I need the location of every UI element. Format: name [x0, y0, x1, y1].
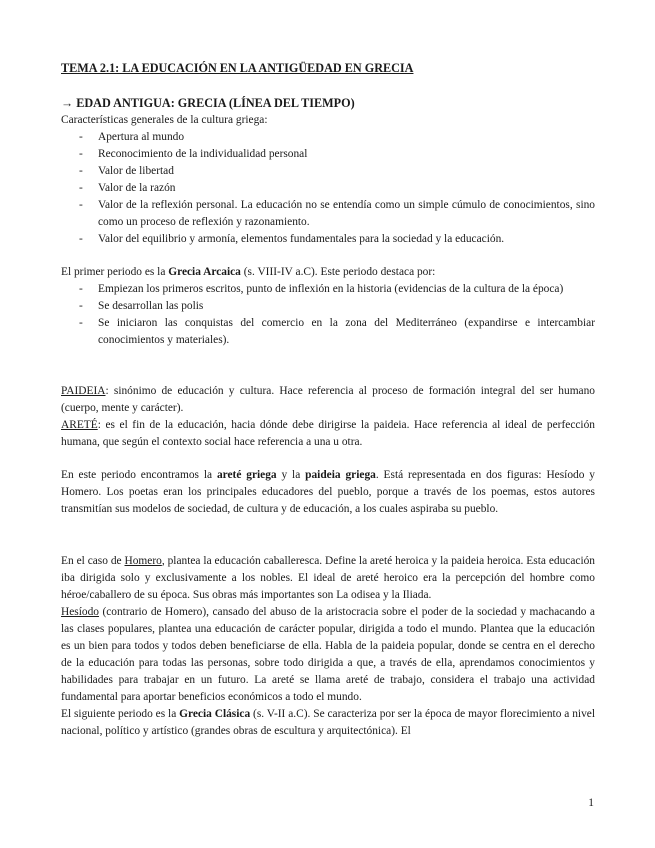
hesiodo-paragraph: Hesíodo (contrario de Homero), cansado del abuso de la aristocracia sobre el poder de la sociedad y machacando a las clases populares, plantea una educación de carácter popular, dirigida a todo el mundo. Plantea que la educación es un bien para todos y todos deben beneficiarse de ella. Habla de la paideia popular, donde se centra en el derecho de la educación para todas las personas, sobre todo dirigida a que, a través de ella, aprendamos conocimientos y habilidades para trabajar en un futuro. La areté se llama areté de trabajo, considera el trabajo una actividad fundamental para aportar beneficios económicos a todo el mundo. [61, 606, 595, 703]
section-heading: → EDAD ANTIGUA: GRECIA (LÍNEA DEL TIEMPO) [61, 96, 355, 110]
list-item: - Apertura al mundo [61, 129, 595, 146]
list-item: - Valor de libertad [61, 163, 595, 180]
hesiodo-name: Hesíodo [61, 606, 99, 618]
archaic-section [61, 264, 595, 349]
paideia-definition: PAIDEIA: sinónimo de educación y cultura. Hace referencia al proceso de formación integral del ser humano (cuerpo, mente y carácter). [61, 385, 595, 414]
list-item: - Se desarrollan las polis [61, 298, 595, 315]
list-item: - Empiezan los primeros escritos, punto de inflexión en la historia (evidencias de la cultura de la época) [61, 281, 595, 298]
list-item: - Reconocimiento de la individualidad personal [61, 146, 595, 163]
period-paragraph: En este periodo encontramos la areté griega y la paideia griega. Está representada en dos figuras: Hesíodo y Homero. Los poetas eran los principales educadores del pueblo, porque a través de los poemas, estos autores transmitían sus modelos de sociedad, de cultura y de educación, a los cuales aspiraba su pueblo. [61, 469, 595, 515]
classic-term: Grecia Clásica [179, 708, 251, 720]
classic-paragraph: El siguiente periodo es la Grecia Clásica (s. V-II a.C). Se caracteriza por ser la época de mayor florecimiento a nivel nacional, político y artístico (grandes obras de escultura y arquitectónica). El [61, 708, 595, 737]
definitions-section [61, 383, 595, 451]
archaic-paragraph: El primer periodo es la Grecia Arcaica (s. VIII-IV a.C). Este periodo destaca por: [61, 266, 436, 278]
period-section [61, 467, 595, 518]
list-item: - Valor del equilibrio y armonía, elementos fundamentales para la sociedad y la educación. [61, 231, 595, 248]
homero-name: Homero [124, 555, 162, 567]
list-item: - Valor de la reflexión personal. La educación no se entendía como un simple cúmulo de conocimientos, sino como un proceso de reflexión y razonamiento. [61, 197, 595, 231]
features-list [61, 129, 595, 248]
paideia-term: PAIDEIA [61, 385, 106, 397]
characteristics-section [61, 112, 595, 248]
list-item: - Valor de la razón [61, 180, 595, 197]
archaic-list [61, 281, 595, 349]
arete-term: ARETÉ [61, 419, 98, 431]
list-item: - Se iniciaron las conquistas del comercio en la zona del Mediterráneo (expandirse e intercambiar conocimientos y materiales). [61, 315, 595, 349]
archaic-term: Grecia Arcaica [168, 266, 241, 278]
page-number: 1 [588, 797, 594, 809]
figures-section [61, 553, 595, 740]
homero-paragraph: En el caso de Homero, plantea la educación caballeresca. Define la areté heroica y la paideia heroica. Esta educación iba dirigida solo y exclusivamente a los nobles. El ideal de areté heroico era la percepción del hombre como héroe/caballero de su época. Sus obras más importantes son La odisea y la Iliada. [61, 555, 595, 601]
page-title: TEMA 2.1: LA EDUCACIÓN EN LA ANTIGÜEDAD EN GRECIA [61, 61, 414, 75]
intro-text: Características generales de la cultura griega: [61, 114, 268, 126]
arete-definition: ARETÉ: es el fin de la educación, hacia dónde debe dirigirse la paideia. Hace referencia al ideal de perfección humana, que según el contexto social hace referencia a una u otra. [61, 419, 595, 448]
